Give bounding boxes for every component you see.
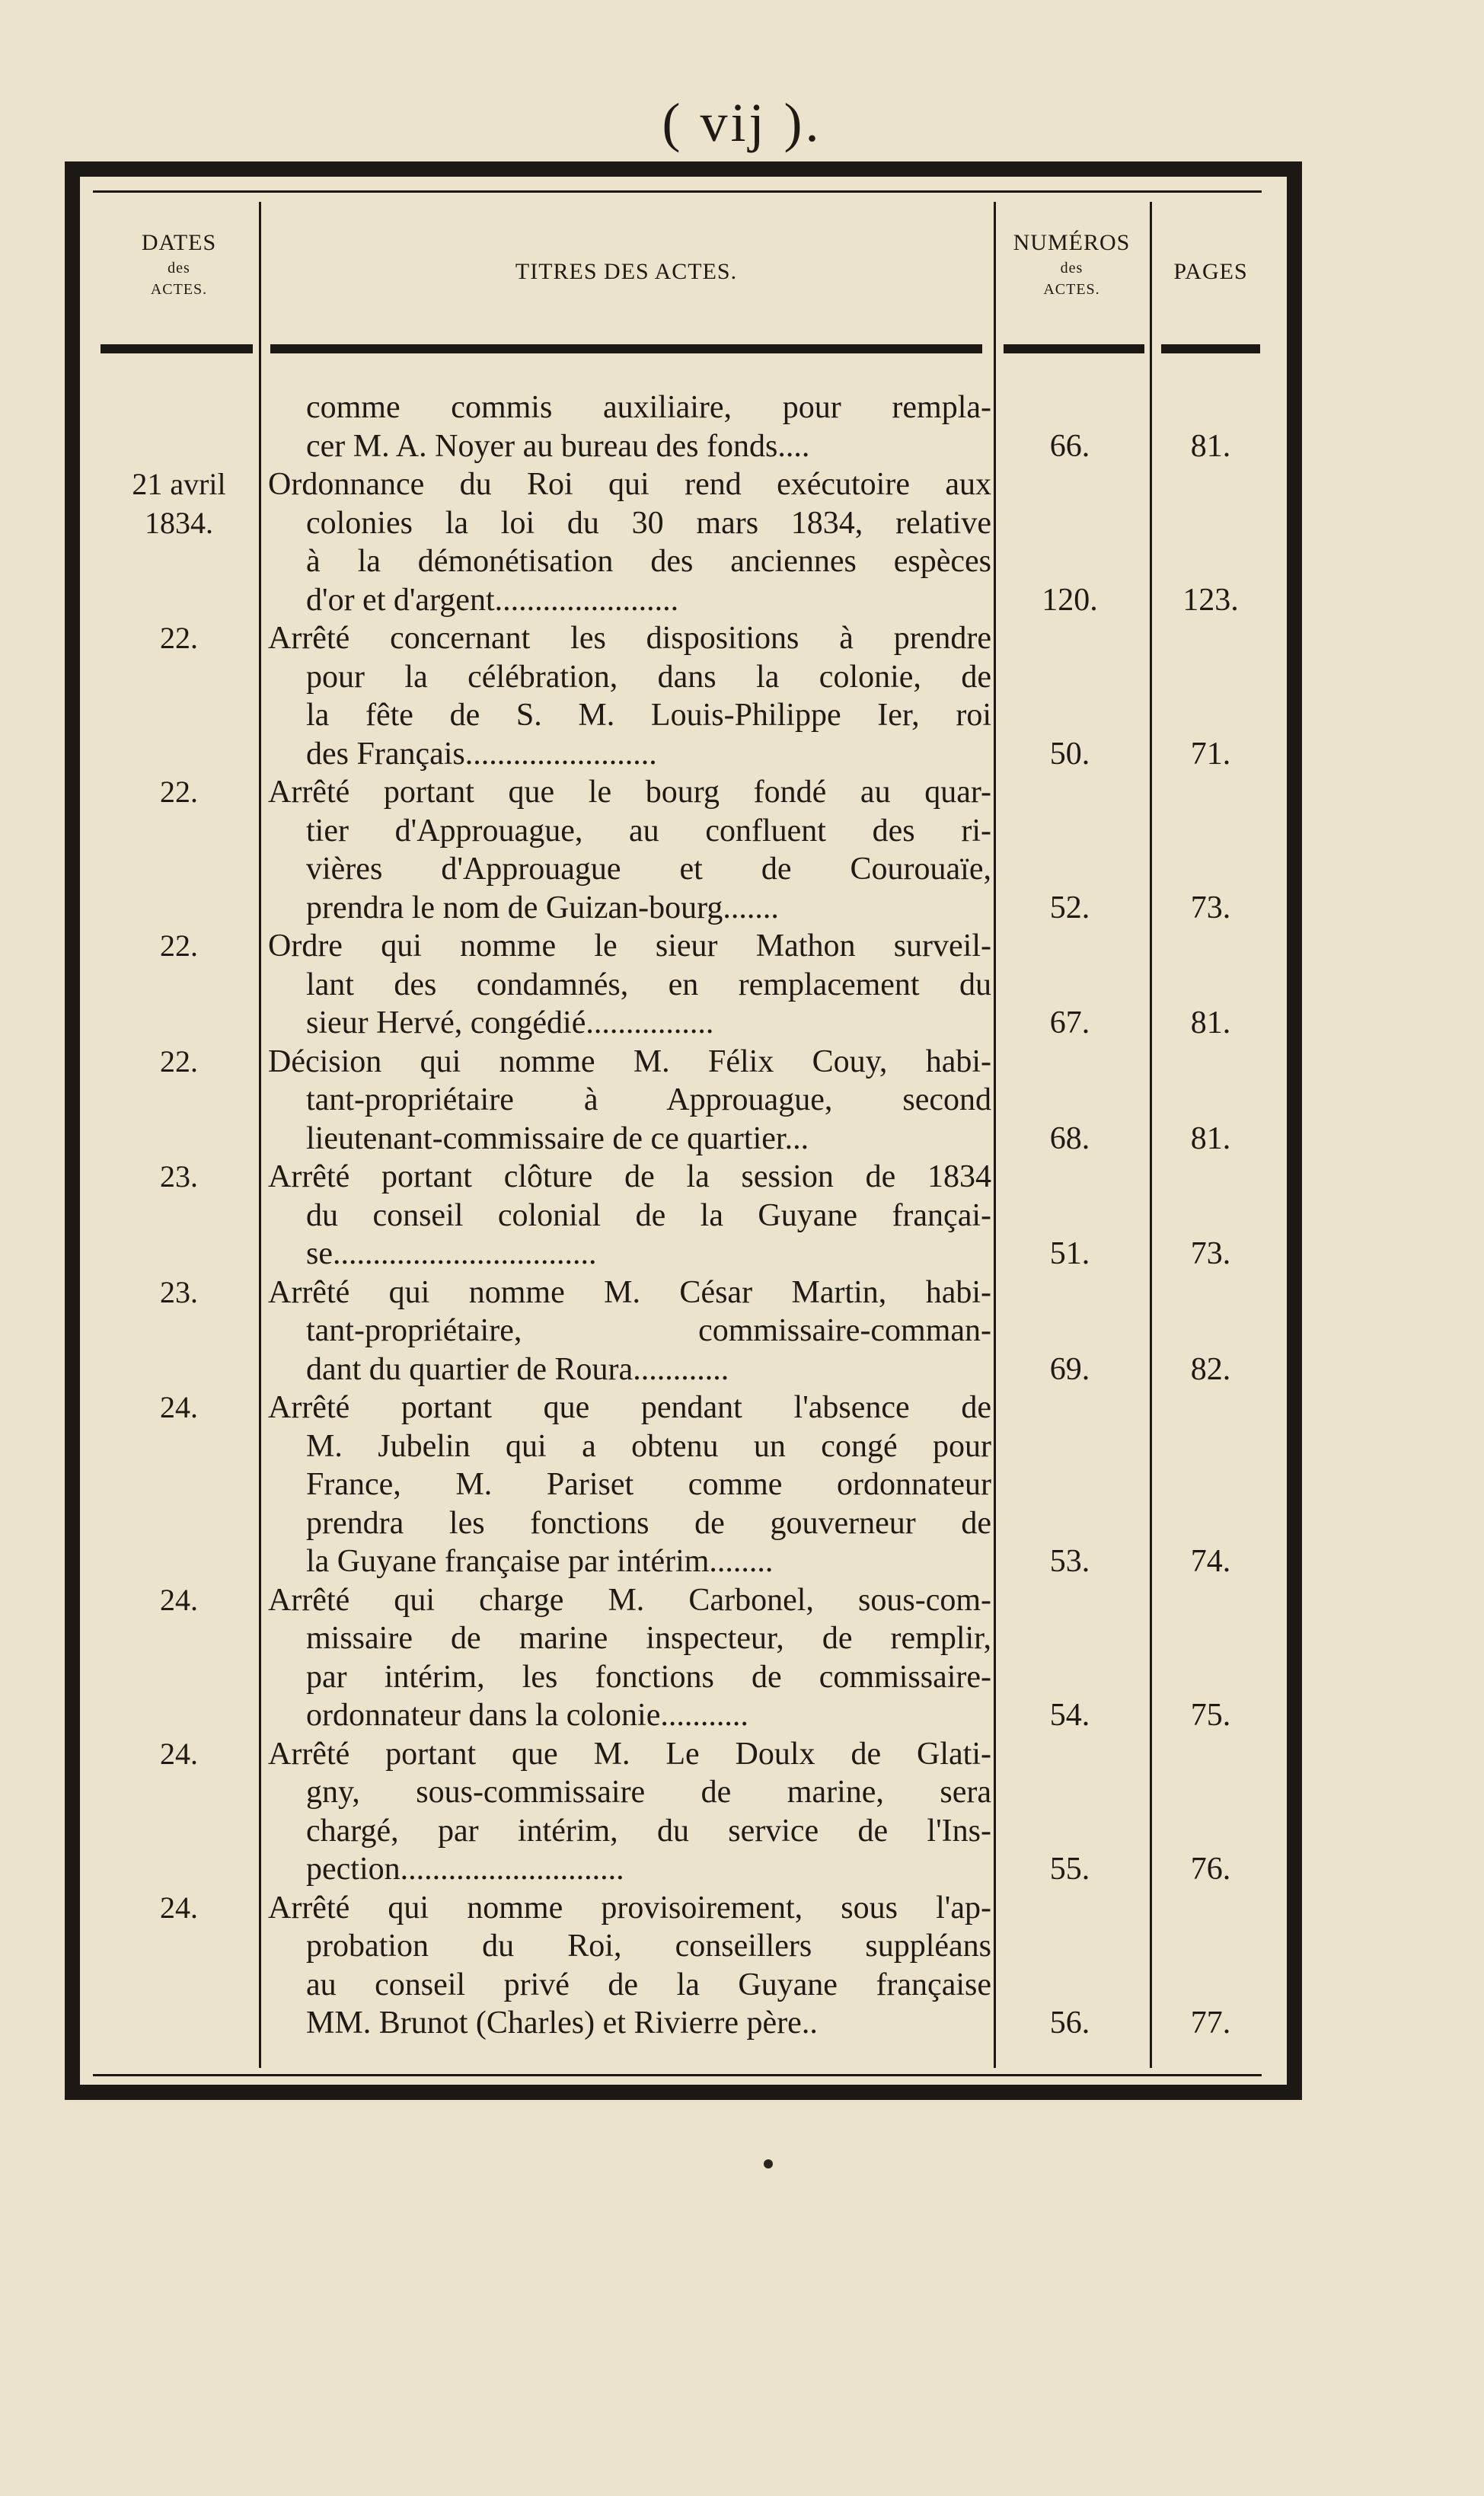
entry-title-line: Décision qui nomme M. Félix Couy, habi- [268,1043,991,1079]
column-divider-dates [259,202,261,2068]
entry-title-line: à la démonétisation des anciennes espèces [306,544,991,579]
entry-page: 76. [1190,1852,1231,1887]
header-rule [270,344,982,353]
entry-title-line: colonies la loi du 30 mars 1834, relative [306,505,991,541]
entry-title-line: probation du Roi, conseillers suppléans [306,1929,991,1964]
entry-page: 71. [1190,736,1231,772]
entry-number: 53. [1049,1544,1090,1579]
entry-title-line: Ordonnance du Roi qui rend exécutoire aux [268,467,991,502]
entry-page: 81. [1190,1120,1231,1156]
entry-title-line: gny, sous-commissaire de marine, sera [306,1775,991,1810]
titles-column [268,388,991,2043]
entry-title-line: pection............................ [306,1852,624,1887]
entry-title-line: Arrêté portant clôture de la session de 1834 [268,1159,991,1194]
entry-title-line: des Français........................ [306,736,657,772]
entry-date: 22. [160,1043,198,1079]
entry-page: 74. [1190,1544,1231,1579]
header-rule [1004,344,1144,353]
entry-date: 22. [160,775,198,809]
entry-date: 23. [160,1159,198,1194]
entry-title-line: ordonnateur dans la colonie........... [306,1698,748,1733]
column-divider-titles [994,202,996,2068]
entry-title-line: tier d'Approuague, au confluent des ri- [306,813,991,849]
entry-title-line: pour la célébration, dans la colonie, de [306,659,991,695]
entry-title-line: chargé, par intérim, du service de l'Ins- [306,1813,991,1849]
entry-page: 73. [1190,1236,1231,1271]
entry-number: 67. [1049,1005,1090,1040]
entry-title-line: Ordre qui nomme le sieur Mathon surveil- [268,928,991,964]
entry-title-line: d'or et d'argent....................... [306,582,679,618]
entry-title-line: France, M. Pariset comme ordonnateur [306,1467,991,1502]
entry-title-line: missaire de marine inspecteur, de remplir, [306,1621,991,1656]
entry-title-line: Arrêté concernant les dispositions à prendre [268,621,991,656]
entry-title-line: Arrêté portant que M. Le Doulx de Glati- [268,1736,991,1772]
entry-title-line: MM. Brunot (Charles) et Rivierre père.. [306,2005,818,2041]
entry-title-line: Arrêté qui nomme M. César Martin, habi- [268,1274,991,1310]
entry-date: 22. [160,621,198,655]
entry-number: 55. [1049,1852,1090,1887]
entry-date: 24. [160,1390,198,1424]
page-number: ( vij ). [662,92,822,153]
entry-number: 68. [1049,1120,1090,1156]
entry-title-line: M. Jubelin qui a obtenu un congé pour [306,1428,991,1464]
entry-date: 24. [160,1582,198,1617]
entry-date: 21 avril 1834. [132,467,226,540]
entry-title-line: Arrêté portant que le bourg fondé au quar- [268,775,991,810]
entry-page: 77. [1190,2005,1231,2041]
entry-page: 75. [1190,1698,1231,1733]
entry-number: 66. [1049,428,1090,464]
entry-title-line: prendra les fonctions de gouverneur de [306,1505,991,1541]
entry-title-line: lant des condamnés, en remplacement du [306,967,991,1002]
entry-number: 52. [1049,890,1090,925]
entry-number: 50. [1049,736,1090,772]
entry-date: 23. [160,1274,198,1309]
entry-title-line: vières d'Approuague et de Courouaïe, [306,852,991,887]
entry-title-line: tant-propriétaire à Approuague, second [306,1082,991,1117]
entry-title-line: du conseil colonial de la Guyane françai- [306,1197,991,1233]
entry-title-line: au conseil privé de la Guyane française [306,1967,991,2002]
header-numbers: NUMÉROS des ACTES. [1013,230,1131,298]
entry-title-line: Arrêté qui nomme provisoirement, sous l'ap- [268,1890,991,1926]
entry-title-line: la fête de S. M. Louis-Philippe Ier, roi [306,698,991,733]
column-divider-numbers [1150,202,1152,2068]
entry-date: 24. [160,1736,198,1771]
entry-title-line: prendra le nom de Guizan-bourg....... [306,890,779,925]
entry-number: 120. [1042,582,1098,618]
entry-number: 56. [1049,2005,1090,2041]
entry-number: 54. [1049,1698,1090,1733]
header-rule [101,344,253,353]
entry-title-line: Arrêté portant que pendant l'absence de [268,1390,991,1425]
entry-page: 81. [1190,1005,1231,1040]
entry-title-line: lieutenant-commissaire de ce quartier... [306,1120,809,1156]
entry-page: 123. [1182,582,1239,618]
entry-page: 82. [1190,1351,1231,1387]
entry-title-line: dant du quartier de Roura............ [306,1351,729,1387]
header-rule [1161,344,1260,353]
header-titles: TITRES DES ACTES. [515,259,738,284]
entry-title-line: tant-propriétaire, commissaire-comman- [306,1313,991,1348]
entry-title-line: se................................. [306,1236,597,1271]
header-pages: PAGES [1173,259,1248,284]
entry-page: 73. [1190,890,1231,925]
entry-title-line: Arrêté qui charge M. Carbonel, sous-com- [268,1582,991,1618]
entry-date: 22. [160,928,198,963]
entry-page: 81. [1190,428,1231,464]
entry-number: 51. [1049,1236,1090,1271]
header-dates: DATES des ACTES. [141,230,217,298]
entry-title-line: la Guyane française par intérim........ [306,1544,774,1579]
entry-title-line: sieur Hervé, congédié................ [306,1005,714,1040]
entry-date: 24. [160,1890,198,1925]
entry-number: 69. [1049,1351,1090,1387]
ornament-dot [764,2159,773,2168]
entry-title-line: comme commis auxiliaire, pour rempla- [306,390,991,425]
entry-title-line: cer M. A. Noyer au bureau des fonds.... [306,428,810,464]
entry-title-line: par intérim, les fonctions de commissaire- [306,1659,991,1695]
